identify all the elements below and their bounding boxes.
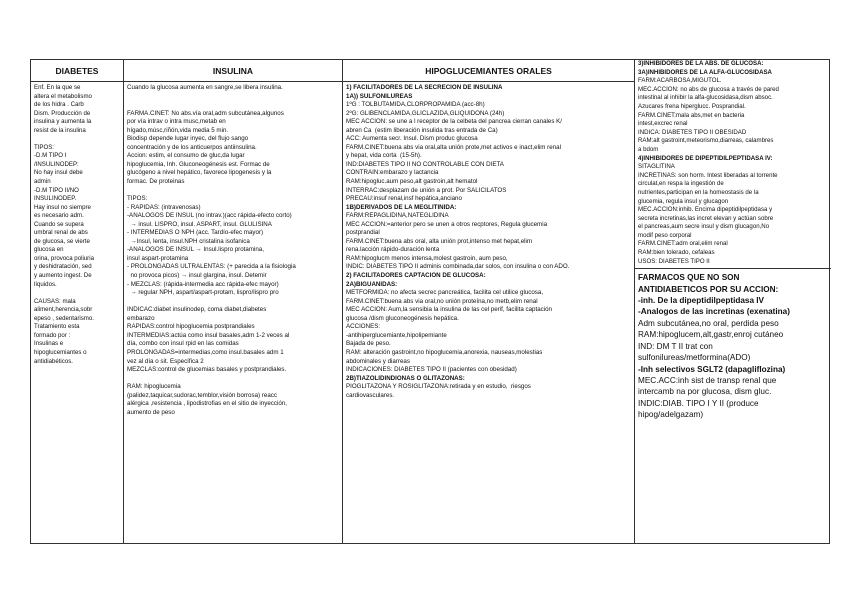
text-line: glucógeno a nivel hepático, favorece lipogenesis y la <box>127 169 272 177</box>
document-table <box>30 59 830 544</box>
text-line: Dism. Producción de <box>34 109 91 117</box>
text-line: glucosa /dism gluconeogénesis hepática. <box>346 314 459 322</box>
text-line: abdominales y diarreas <box>346 357 410 365</box>
text-line: INTERRAC:desplazam de unión a prot. Por SALICILATOS <box>346 186 507 194</box>
text-line: formac. De proteinas <box>127 178 185 186</box>
text-line <box>127 93 340 102</box>
text-line: RAPIDAS:control hipoglucemia postprandiales <box>127 323 255 331</box>
text-line: intercamb na por glucosa, dism gluc. <box>638 387 772 397</box>
text-line: -inh. De la dipeptidilpeptidasa IV <box>638 296 765 306</box>
text-line: umbral renal de abs <box>34 229 88 237</box>
text-line: -Inh selectivos SGLT2 (dapagliflozina) <box>638 364 786 374</box>
text-line: MEC.ACC:inh sist de transp renal que <box>638 375 777 385</box>
text-line: 1ºG : TOLBUTAMIDA,CLORPROPAMIDA (acc-8h) <box>346 101 485 109</box>
text-line: día, combo con insul rpid en las comidas <box>127 340 239 348</box>
text-line: no provoca picos) → insul glargina, insul. Detemir <box>127 272 267 280</box>
column-inhibidores <box>635 60 831 543</box>
text-line: CAUSAS: mala <box>34 297 76 305</box>
text-line: 4)INHIBIDORES DE DIPEPTIDILPEPTIDASA IV: <box>638 154 773 162</box>
text-line <box>34 289 121 298</box>
text-line: SITAGLITINA <box>638 163 675 171</box>
text-line: abren Ca (estim liberación insulida tras entrada de Ca) <box>346 126 498 134</box>
text-line: Cuando la glucosa aumenta en sangre,se libera insulina. <box>127 84 283 91</box>
text-line: FARM.CINET:buena abs oral, alta unión prot,intenso met hepat,elim <box>346 237 533 245</box>
text-line: TIPOS: <box>127 195 148 203</box>
text-line: y hepat, vida corta (15-5h). <box>346 152 422 160</box>
text-line: RAM: alteración gastroint,no hipoglucemia,anorexia, nauseas,molestias <box>346 348 543 356</box>
text-line: intest,excrec renal <box>638 120 688 128</box>
text-line: resist de la insulina <box>34 126 86 134</box>
text-line: 2ºG: GLIBENCLAMIDA,GLICLAZIDA,GLIQUIDONA (24h) <box>346 109 505 117</box>
text-line: antidiabéticos. <box>34 357 73 365</box>
text-line: hipoglucemiantes o <box>34 348 87 356</box>
column-body <box>124 82 342 417</box>
text-line <box>127 187 340 196</box>
text-line: Tratamiento esta <box>34 323 80 331</box>
text-line: ANTIDIABETICOS POR SU ACCION: <box>638 284 779 294</box>
text-line: INDICAC:diabet insulinodep, coma diabet,diabetes <box>127 306 267 314</box>
text-line: RAM:hipoglucem,alt,gastr,enroj cutáneo <box>638 330 784 340</box>
text-line: 1) FACILITADORES DE LA SECRECION DE INSULINA <box>346 84 503 91</box>
text-line: 1B)DERIVADOS DE LA MEGLITINIDA: <box>346 203 457 211</box>
text-line: nutrientes,participan en la homeostasis de la <box>638 188 759 196</box>
text-line: epeso , sedentarismo. <box>34 314 94 322</box>
column-diabetes <box>31 60 124 543</box>
column-header: INSULINA <box>124 60 342 82</box>
text-line <box>127 101 340 110</box>
text-line: → regular NPH, aspart/aspart-protam, lispro/lispro pro <box>127 289 279 297</box>
text-line: concentración y de los anticuerpos antiinsulina. <box>127 143 257 151</box>
text-line: - INTERMEDIAS O NPH (acc. Tardío-efec mayor) <box>127 229 264 237</box>
column-body <box>31 82 123 366</box>
text-line: RAM: hipoglucemia <box>127 383 181 391</box>
text-line: de los hidra . Carb <box>34 101 84 109</box>
text-line: PIOGLITAZONA Y ROSIGLITAZONA:retirada y en estudio, riesgos <box>346 383 531 391</box>
text-line: circulat,en respa la ingestión de <box>638 180 724 188</box>
text-line: Cuando se supera <box>34 220 84 228</box>
text-line: admin <box>34 178 51 186</box>
text-line: glucosa en <box>34 246 64 254</box>
text-line: - RAPIDAS: (intravenosas) <box>127 203 201 211</box>
text-line: IND:DIABETES TIPO II NO CONTROLABLE CON DIETA <box>346 160 504 168</box>
text-line: INDICA: DIABETES TIPO II OBESIDAD <box>638 128 747 136</box>
text-line: -D.M TIPO II/NO <box>34 186 79 194</box>
text-line: MEZCLAS:control de glucemias basales y postprandiales. <box>127 366 287 374</box>
text-line: -D.M TIPO I <box>34 152 67 160</box>
text-line: 1A)) SULFONILUREAS <box>346 92 413 100</box>
text-line: MEC ACCION:=anterior pero se unen a otros recptores, Regula glucemia <box>346 220 548 228</box>
text-line: FARMA.CINET: No abs.vía oral,adm subcutánea,algunos <box>127 109 284 117</box>
text-line: modif peso corporal <box>638 231 692 239</box>
text-line: /INSULINODEP: <box>34 160 79 168</box>
farmacos-no-antidiabeticos-section <box>635 269 831 420</box>
column-hipoglucemiantes <box>343 60 635 543</box>
text-line: IND: DM T II trat con <box>638 341 713 351</box>
text-line: Hay insul no siempre <box>34 203 91 211</box>
text-line: RAM:hipoglucm menos intensa,molest gastroin, aum peso, <box>346 254 508 262</box>
column-body <box>343 82 634 400</box>
text-line: MEC.ACCION:inhib. Encima dipeptidilpeptidasa y <box>638 206 773 214</box>
text-line: INDIC:DIAB. TIPO I Y II (produce <box>638 398 759 408</box>
text-line: No hay insul debe <box>34 169 83 177</box>
text-line: vez al día o sit. Específica 2 <box>127 357 204 365</box>
text-line: altera el metabolismo <box>34 92 92 100</box>
text-line: Enf. En la que se <box>34 84 81 91</box>
text-line: es necesario adm. <box>34 212 84 220</box>
column-header: DIABETES <box>31 60 123 82</box>
text-line: MEC ACCION: Aum,la sensibia la insulina de las cel perif, facilita captación <box>346 306 552 314</box>
text-line: PRECAU:insuf renal,insf hepática,anciano <box>346 195 462 203</box>
text-line: aumento de peso <box>127 408 175 416</box>
text-line: hipoglucemia, Inh. Gluconeogénesis est. Formac de <box>127 160 270 168</box>
text-line: USOS: DIABETES TIPO II <box>638 257 710 265</box>
text-line: RAM:bien tolerado, cefaleas <box>638 249 715 257</box>
text-line: rena.lacción rápido-duración lenta <box>346 246 440 254</box>
text-line: ACCIONES: <box>346 323 381 331</box>
text-line: glucemia, regula insul y glucagon <box>638 197 729 205</box>
text-line: → insul. LISPRO, insul. ASPART, insul. GLULISINA <box>127 220 272 228</box>
text-line: INSULINODEP. <box>34 195 77 203</box>
text-line: -ANALOGOS DE INSUL → Insul.lispro protamina, <box>127 246 264 254</box>
text-line: -antihiperglucemiante,hipolipemiante <box>346 331 447 339</box>
text-line: y deshidratación, sed <box>34 263 92 271</box>
text-line: Accion: estim, el consumo de gluc,da lugar <box>127 152 245 160</box>
text-line: el pancreas,aum secre insul y dism glucagon,No <box>638 223 770 231</box>
text-line: 2B)TIAZOLIDINDIONAS O GLITAZONAS: <box>346 374 465 382</box>
text-line: RAM:alt gastroint,meteorismo,diarreas, calambres <box>638 137 774 145</box>
text-line: Azucares frena hiperglucc. Posprandial. <box>638 102 746 110</box>
text-line <box>34 135 121 144</box>
text-line: aliment,herencia,sobr <box>34 306 93 314</box>
text-line: FARMACOS QUE NO SON <box>638 273 740 283</box>
column-insulina <box>124 60 343 543</box>
text-line: cardiovasculares. <box>346 391 395 399</box>
text-line: formado por : <box>34 331 71 339</box>
text-line: alérgica ,resistencia , lipodistrofias en el sitio de inyección, <box>127 400 287 408</box>
text-line: FARM.CINET:mala abs,met en bacteria <box>638 111 745 119</box>
text-line: INDIC: DIABETES TIPO II adminis combinada,dar solos, con insulina o con ADO. <box>346 263 570 271</box>
text-line: sulfonilureas/metformina(ADO) <box>638 353 751 363</box>
text-line: METFORMIDA: no afecta secrec pancreática, facilita cel utilice glucosa, <box>346 289 544 297</box>
text-line: orina, provoca poliuria <box>34 254 94 262</box>
text-line: ACC: Aumenta secr. Insul. Dism produc glucosa <box>346 135 478 143</box>
text-line: y aumento ingest. De <box>34 272 92 280</box>
text-line: CONTRAIN:embarazo y lactancia <box>346 169 439 177</box>
text-line: FARM.CINET:buena abs via oral,no unión proteína,no metb,elim renal <box>346 297 538 305</box>
text-line: postprandial <box>346 229 380 237</box>
text-line <box>127 298 340 307</box>
text-line: 2) FACILITADORES CAPTACION DE GLUCOSA: <box>346 272 486 280</box>
text-line: Adm subcutánea,no oral, perdida peso <box>638 318 779 328</box>
text-line: 3A)INHIBIDORES DE LA ALFA-GLUCOSIDASA <box>638 68 772 76</box>
text-line: →Insul, lenta, insul.NPH cristalina isofanica <box>127 237 250 245</box>
text-line: Bajada de peso. <box>346 340 391 348</box>
text-line: INTERMEDIAS:actúa como insul basales,adm 1-2 veces al <box>127 331 290 339</box>
text-line <box>127 375 340 384</box>
text-line: de glucosa, se vierte <box>34 237 90 245</box>
text-line: secreta incretinas,las incret elevan y actúan sobre <box>638 214 774 222</box>
text-line: intestinal al inhibir la alfa-glucosidasa,dism absoc. <box>638 94 773 102</box>
text-line: FARM.CINET:buena abs via oral,alta unión prote,met activos e inact,elim renal <box>346 143 561 151</box>
text-line: Insulinas e <box>34 340 64 348</box>
text-line: hipog/adelgazam) <box>638 410 704 420</box>
text-line: líquidos. <box>34 280 57 288</box>
text-line: insulina y aumenta la <box>34 118 92 126</box>
text-line: Biodisp depende lugar inyec, del flujo sango <box>127 135 249 143</box>
text-line: PROLONGADAS=intermedias,como insul.basales adm 1 <box>127 348 284 356</box>
text-line: FARM:ACARBOSA,MIGUTOL. <box>638 77 722 85</box>
text-line: FARM:REPAGLIDINA,NATEGLIDINA <box>346 212 449 220</box>
text-line: INDICACIONES: DIABETES TIPO II (pacientes con obesidad) <box>346 366 517 374</box>
text-line: 2A)BIGUANIDAS: <box>346 280 398 288</box>
text-line: RAM:hipogluc.aum peso,alt gastroin,alt hematol <box>346 178 478 186</box>
text-line: - MEZCLAS: (rápida-intermedia acc rápida-efec mayor) <box>127 280 279 288</box>
text-line: INCRETINAS: son horm. Intest liberadas al torrente <box>638 171 778 179</box>
inhibidores-section <box>635 60 831 269</box>
text-line: embarazo <box>127 314 155 322</box>
text-line: por vía intrav o intra musc,metab en <box>127 118 226 126</box>
text-line: -Analogos de las incretinas (exenatina) <box>638 307 790 317</box>
text-line: MEC ACCION: se une a l receptor de la celbeta del pancrea cierran canales K/ <box>346 118 562 126</box>
text-line: (palidez,taquicar,sudorac,temblor,visión borrosa) reacc <box>127 391 277 399</box>
text-line: 3)INHIBIDORES DE LA ABS. DE GLUCOSA: <box>638 60 764 67</box>
text-line: hígado,músc,riñón,vida media 5 min. <box>127 126 229 134</box>
text-line: insul aspart-protamina <box>127 254 189 262</box>
text-line: -ANALOGOS DE INSUL (no intrav.)(acc rápida-efecto corto) <box>127 212 292 220</box>
text-line: MEC.ACCION: no abs de glucosa a través de pared <box>638 85 779 93</box>
text-line: FARM.CINET:adm oral,elim renal <box>638 240 728 248</box>
column-header: HIPOGLUCEMIANTES ORALES <box>343 60 634 82</box>
text-line: a bdom <box>638 145 659 153</box>
text-line: - PROLONGADAS ULTRALENTAS: (+ parecida a la fisiologia <box>127 263 296 271</box>
text-line: TIPOS: <box>34 143 54 151</box>
